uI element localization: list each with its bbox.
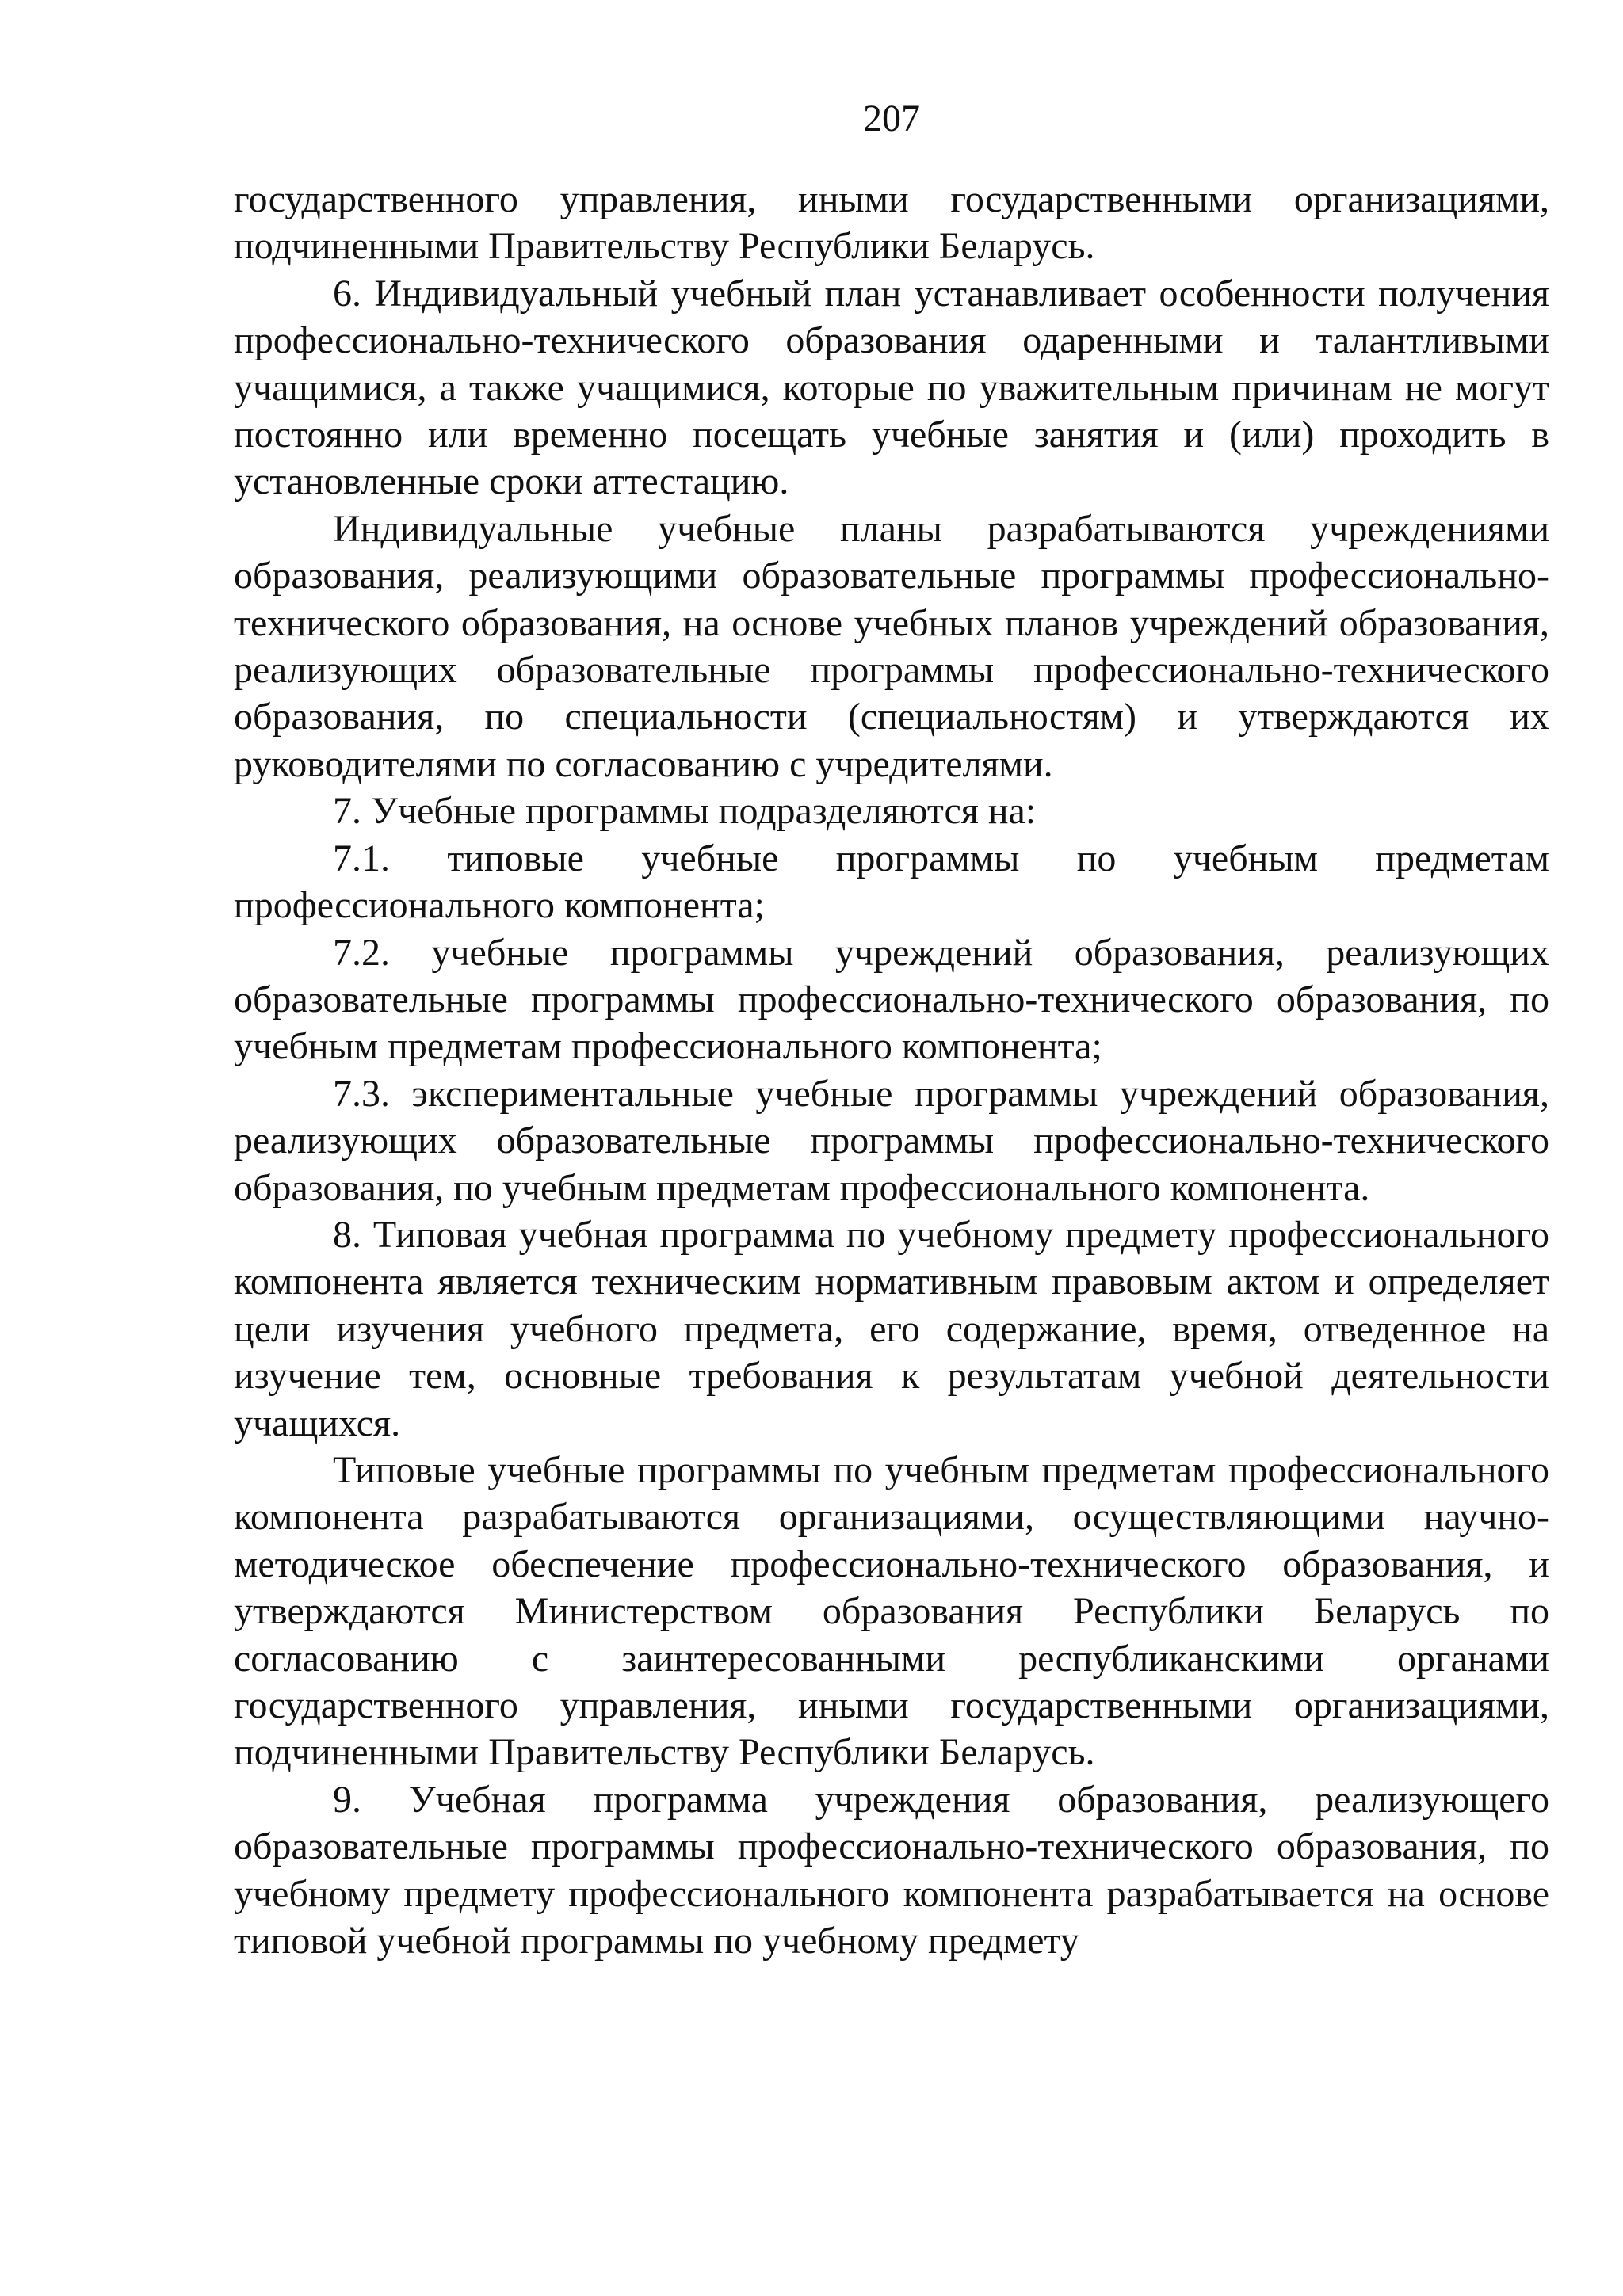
item-7-1: 7.1. типовые учебные программы по учебным предметам профессионального компонента; [234,837,1549,927]
item-7-3: 7.3. экспериментальные учебные программы учреждений образования, реализующих образовательные программы профессионально-технического образования, по учебным предметам профессионального компонента. [234,1072,1549,1209]
page-number: 207 [863,97,920,139]
paragraph-8-typical: Типовые учебные программы по учебным предметам профессионального компонента разрабатываются организациями, осуществляющими научно-методическое обеспечение профессионально-технического образования, и утверждаются Министерством образования Республики Беларусь по согласованию с заинтересованными республиканскими органами государственного управления, иными государственными организациями, подчиненными Правительству Республики Беларусь. [234,1448,1549,1774]
paragraph-continuation: государственного управления, иными государственными организациями, подчиненными Правительству Республики Беларусь. [234,178,1549,268]
document-page [234,87,1549,1964]
paragraph-6: 6. Индивидуальный учебный план устанавливает особенности получения профессионально-технического образования одаренными и талантливыми учащимися, а также учащимися, которые по уважительным причинам не могут постоянно или временно посещать учебные занятия и (или) проходить в установленные сроки аттестацию. [234,272,1549,503]
item-7-2: 7.2. учебные программы учреждений образования, реализующих образовательные программы профессионально-технического образования, по учебным предметам профессионального компонента; [234,931,1549,1068]
paragraph-8: 8. Типовая учебная программа по учебному предмету профессионального компонента является техническим нормативным правовым актом и определяет цели изучения учебного предмета, его содержание, время, отведенное на изучение тем, основные требования к результатам учебной деятельности учащихся. [234,1213,1549,1444]
paragraph-6-plans: Индивидуальные учебные планы разрабатываются учреждениями образования, реализующими образовательные программы профессионально-технического образования, на основе учебных планов учреждений образования, реализующих образовательные программы профессионально-технического образования, по специальности (специальностям) и утверждаются их руководителями по согласованию с учредителями. [234,507,1549,785]
paragraph-7: 7. Учебные программы подразделяются на: [333,790,1037,833]
paragraph-9: 9. Учебная программа учреждения образования, реализующего образовательные программы профессионально-технического образования, по учебному предмету профессионального компонента разрабатывается на основе типовой учебной программы по учебному предмету [234,1778,1549,1962]
